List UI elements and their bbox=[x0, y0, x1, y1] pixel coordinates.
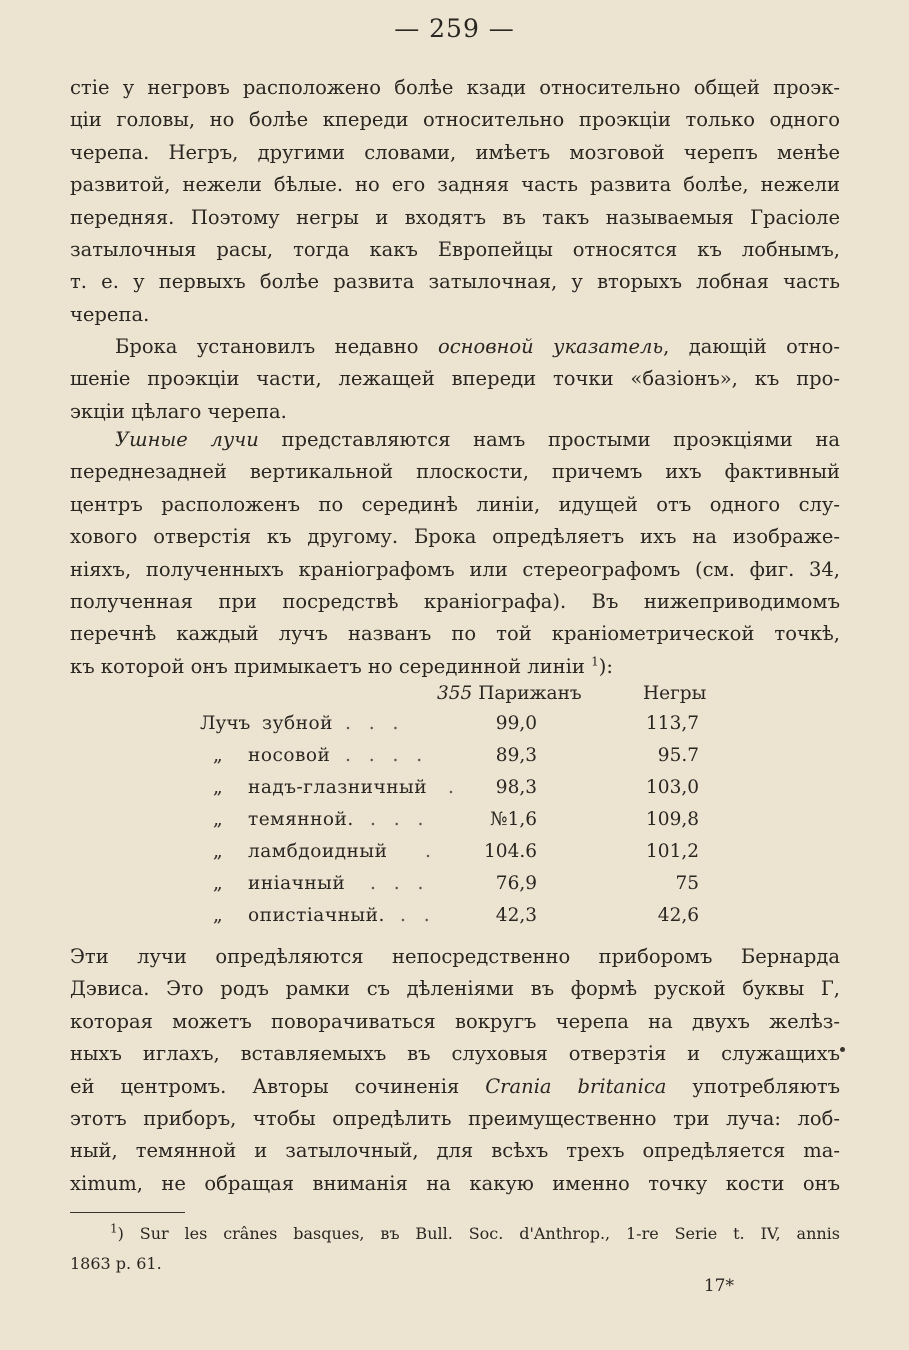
footnote-mark: 1 bbox=[110, 1221, 118, 1236]
value-negroes: 75 bbox=[675, 873, 699, 894]
text-line: полученная при посредствѣ краніографа). Въ нижеприводимомъ bbox=[70, 590, 840, 614]
table-row bbox=[0, 841, 909, 873]
row-label: носовой bbox=[248, 745, 331, 766]
text-fragment: представляются намъ простыми проэкціями на bbox=[281, 428, 840, 451]
value-negroes: 42,6 bbox=[657, 905, 699, 926]
value-parisians: 89,3 bbox=[495, 745, 537, 766]
sample-count: 355 bbox=[437, 683, 473, 704]
text-fragment: Брока установилъ недавно bbox=[115, 335, 419, 358]
text-line: ный, темянной и затылочный, для всѣхъ трехъ опредѣляется ma- bbox=[70, 1139, 840, 1163]
text-line bbox=[70, 331, 840, 363]
emphasis-term: Ушные лучи bbox=[115, 428, 259, 451]
text-fragment: употребляютъ bbox=[692, 1074, 841, 1098]
row-prefix: „ bbox=[213, 777, 223, 798]
text-line: ціи головы, но болѣе кпереди относительно проэкціи только одного bbox=[70, 108, 840, 132]
text-line: перечнѣ каждый лучъ названъ по той краніометрической точкѣ, bbox=[70, 622, 840, 646]
value-parisians: 104.6 bbox=[484, 841, 537, 862]
value-parisians: 76,9 bbox=[495, 873, 537, 894]
table-row bbox=[0, 873, 909, 905]
footnote-divider bbox=[70, 1212, 185, 1213]
text-fragment: къ которой онъ примыкаетъ но серединной линіи bbox=[70, 654, 585, 678]
paragraph-3 bbox=[70, 424, 840, 683]
value-negroes: 109,8 bbox=[646, 809, 699, 830]
value-parisians: №1,6 bbox=[490, 809, 537, 830]
page-number: — 259 — bbox=[394, 14, 515, 43]
text-line bbox=[70, 1071, 840, 1103]
text-fragment: ей центромъ. Авторы сочиненія bbox=[70, 1074, 460, 1098]
leader-dots: . . . bbox=[370, 809, 430, 830]
row-label: опистіачный. bbox=[248, 905, 385, 926]
text-line: стіе у негровъ расположено болѣе кзади относительно общей проэк- bbox=[70, 76, 840, 99]
value-negroes: 95.7 bbox=[657, 745, 699, 766]
text-line: Дэвиса. Это родъ рамки съ дѣленіями въ формѣ руской буквы Г, bbox=[70, 977, 840, 1001]
table-header-parisians bbox=[437, 683, 582, 713]
text-line: хового отверстія къ другому. Брока опредѣляетъ ихъ на изображе- bbox=[70, 525, 840, 549]
row-prefix: „ bbox=[213, 809, 223, 830]
emphasis-term: основной указатель bbox=[437, 335, 664, 358]
value-negroes: 101,2 bbox=[646, 841, 699, 862]
table-row bbox=[0, 713, 909, 745]
value-parisians: 42,3 bbox=[495, 905, 537, 926]
row-label: зубной bbox=[262, 713, 333, 734]
text-line: черепа. Негръ, другими словами, имѣетъ мозговой черепъ менѣе bbox=[70, 140, 840, 164]
margin-mark bbox=[840, 1047, 845, 1052]
leader-dots: . bbox=[425, 841, 437, 862]
emphasis-term: Crania britanica bbox=[485, 1074, 667, 1098]
text-line: центръ расположенъ по серединѣ линіи, идущей отъ одного слу- bbox=[70, 492, 840, 516]
text-line bbox=[70, 424, 840, 456]
paragraph-4 bbox=[70, 941, 840, 1200]
table-row bbox=[0, 745, 909, 777]
row-prefix: Лучъ bbox=[200, 713, 251, 734]
text-line: передняя. Поэтому негры и входятъ въ такъ называемыя Грасіоле bbox=[70, 205, 840, 229]
leader-dots: . bbox=[448, 777, 460, 798]
value-negroes: 113,7 bbox=[646, 713, 699, 734]
footnote-ref[interactable]: 1 bbox=[591, 654, 599, 669]
text-line: этотъ приборъ, чтобы опредѣлить преимущественно три луча: лоб- bbox=[70, 1107, 840, 1131]
leader-dots: . . . bbox=[370, 873, 430, 894]
text-line: ximum, не обращая вниманія на какую именно точку кости онъ bbox=[70, 1171, 840, 1195]
text-line bbox=[70, 651, 840, 683]
table-header-negroes: Негры bbox=[643, 683, 707, 704]
row-prefix: „ bbox=[213, 905, 223, 926]
text-line: 1863 p. 61. bbox=[70, 1254, 162, 1273]
row-prefix: „ bbox=[213, 841, 223, 862]
text-line bbox=[70, 1219, 840, 1249]
leader-dots: . . bbox=[400, 905, 436, 926]
text-line: ніяхъ, полученныхъ краніографомъ или стереографомъ (см. фиг. 34, bbox=[70, 557, 840, 581]
paragraph-2 bbox=[70, 331, 840, 428]
text-fragment: ): bbox=[598, 654, 613, 678]
text-line: переднезадней вертикальной плоскости, причемъ ихъ фактивный bbox=[70, 460, 840, 484]
footnote-text: ) Sur les crânes basques, въ Bull. Soc. d'Anthrop., 1-re Serie t. IV, annis bbox=[117, 1224, 840, 1243]
value-parisians: 99,0 bbox=[495, 713, 537, 734]
row-label: ламбдоидный bbox=[248, 841, 388, 862]
text-fragment: , дающій отно- bbox=[663, 335, 841, 358]
text-line: ныхъ иглахъ, вставляемыхъ въ слуховыя отверзтія и служащихъ bbox=[70, 1042, 840, 1066]
table-row bbox=[0, 777, 909, 809]
leader-dots: . . . . bbox=[345, 745, 429, 766]
footnote bbox=[70, 1219, 840, 1279]
text-line: экціи цѣлаго черепа. bbox=[70, 399, 287, 423]
text-line: затылочныя расы, тогда какъ Европейцы относятся къ лобнымъ, bbox=[70, 238, 840, 262]
text-line: которая можетъ поворачиваться вокругъ черепа на двухъ желѣз- bbox=[70, 1009, 840, 1033]
leader-dots: . . . bbox=[345, 713, 405, 734]
row-label: темянной. bbox=[248, 809, 354, 830]
text-line: развитой, нежели бѣлые. но его задняя часть развита болѣе, нежели bbox=[70, 173, 840, 197]
signature-mark: 17* bbox=[703, 1276, 734, 1296]
value-parisians: 98,3 bbox=[495, 777, 537, 798]
text-line: Эти лучи опредѣляются непосредственно приборомъ Бернарда bbox=[70, 945, 840, 968]
text-line: т. е. у первыхъ болѣе развита затылочная, у вторыхъ лобная часть bbox=[70, 270, 840, 294]
row-prefix: „ bbox=[213, 873, 223, 894]
row-label: надъ-глазничный bbox=[248, 777, 428, 798]
value-negroes: 103,0 bbox=[646, 777, 699, 798]
text-line: черепа. bbox=[70, 302, 150, 326]
table-row bbox=[0, 809, 909, 841]
row-prefix: „ bbox=[213, 745, 223, 766]
column-label: Парижанъ bbox=[478, 683, 582, 704]
text-line: шеніе проэкціи части, лежащей впереди точки «базіонъ», къ про- bbox=[70, 367, 840, 391]
table-row bbox=[0, 905, 909, 937]
paragraph-1 bbox=[70, 72, 840, 331]
row-label: иніачный bbox=[248, 873, 346, 894]
